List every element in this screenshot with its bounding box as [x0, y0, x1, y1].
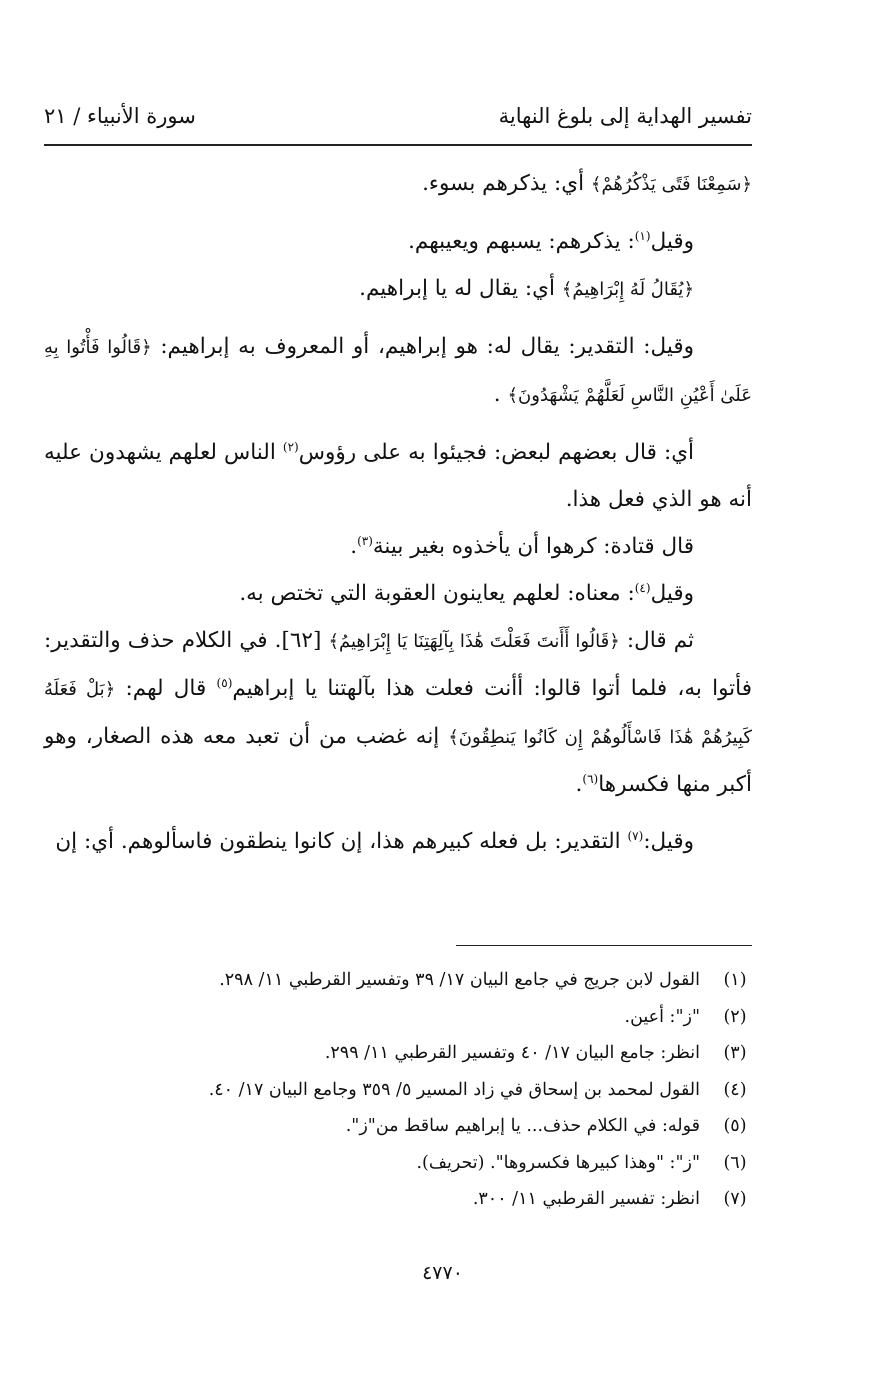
footnote-ref: (٧): [627, 828, 644, 843]
footnote-number: (٤): [723, 1079, 747, 1100]
quran-verse: ﴿بَلْ فَعَلَهُ كَبِيرُهُمْ هَٰذَا فَاسْأَلُوهُمْ إِن كَانُوا يَنطِقُونَ﴾: [44, 679, 752, 748]
footnote-number: (٦): [723, 1152, 747, 1173]
footnote-text: انظر: جامع البيان ١٧/ ٤٠ وتفسير القرطبي ١١/ ٢٩٩.: [324, 1043, 700, 1063]
footnote-text: قوله: في الكلام حذف... يا إبراهيم ساقط من"ز".: [345, 1116, 700, 1136]
footnote-text: القول لابن جريج في جامع البيان ١٧/ ٣٩ وتفسير القرطبي ١١/ ٢٩٨.: [219, 970, 700, 990]
footnote-text: "ز": أعين.: [624, 1006, 700, 1027]
quran-verse: ﴿يُقَالُ لَهُ إِبْرَاهِيمُ﴾: [561, 279, 694, 300]
main-text: [44, 160, 752, 865]
book-title: تفسير الهداية إلى بلوغ النهاية: [498, 104, 752, 128]
footnote-number: (١): [723, 970, 747, 990]
footnote-number: (٣): [723, 1043, 747, 1063]
footnote: [44, 999, 764, 1036]
footnote: [44, 1108, 764, 1145]
footnote: [44, 1035, 764, 1072]
paragraph: قال قتادة: كرهوا أن يأخذوه بغير بينة$^{(٣)}$.: [350, 533, 694, 559]
footnote-ref: (٣): [357, 533, 373, 548]
footnote-separator: [456, 945, 752, 946]
paragraph: وقيل: التقدير: يقال له: هو إبراهيم، أو المعروف به إبراهيم: ﴿قَالُوا فَأْتُوا بِهِ عَلَىٰ أَعْيُنِ النَّاسِ لَعَلَّهُمْ يَشْهَدُونَ﴾ .: [44, 334, 752, 407]
footnote: [44, 1181, 764, 1218]
paragraph: ﴿يُقَالُ لَهُ إِبْرَاهِيمُ﴾ أي: يقال له يا إبراهيم.: [359, 276, 694, 301]
paragraph: ثم قال: ﴿قَالُوا أَأَنتَ فَعَلْتَ هَٰذَا بِآلِهَتِنَا يَا إِبْرَاهِيمُ﴾ [٦٢]. في الكلام حذف والتقدير: فأتوا به، فلما أتوا قالوا: أأنت فعلت هذا بآلهتنا يا إبراهيم$^{(٥)}$ قال لهم: ﴿بَلْ فَعَلَهُ كَبِيرُهُمْ هَٰذَا فَاسْأَلُوهُمْ إِن كَانُوا يَنطِقُونَ﴾ إنه غضب من أن تعبد معه هذه الصغار، وهو أكبر منها فكسرها$^{(٦)}$.: [44, 628, 752, 797]
footnote-text: انظر: تفسير القرطبي ١١/ ٣٠٠.: [472, 1189, 700, 1209]
paragraph: وقيل:$^{(٧)}$ التقدير: بل فعله كبيرهم هذا، إن كانوا ينطقون فاسألوهم. أي: إن: [55, 828, 694, 854]
quran-verse: ﴿قَالُوا أَأَنتَ فَعَلْتَ هَٰذَا بِآلِهَتِنَا يَا إِبْرَاهِيمُ﴾: [328, 631, 620, 652]
paragraph: وقيل$^{(١)}$: يذكرهم: يسبهم ويعيبهم.: [408, 228, 694, 254]
footnote: [44, 962, 764, 999]
footnote-ref: (٢): [282, 439, 299, 454]
surah-info: سورة الأنبياء / ٢١: [44, 104, 196, 128]
paragraph: وقيل$^{(٤)}$: معناه: لعلهم يعاينون العقوبة التي تختص به.: [239, 580, 694, 606]
footnote-ref: (٦): [582, 771, 599, 786]
paragraph-text: أي: يذكرهم بسوء.: [422, 171, 585, 196]
footnote-number: (٢): [723, 1006, 747, 1027]
page-number: ٤٧٧٠: [422, 1262, 463, 1284]
footnote: [44, 1145, 764, 1182]
paragraph: أي: قال بعضهم لبعض: فجيئوا به على رؤوس$^{(٢)}$ الناس لعلهم يشهدون عليه أنه هو الذي فعل هذا.: [44, 439, 752, 512]
paragraph: [44, 160, 752, 208]
footnote-text: "ز": "وهذا كبيرها فكسروها". (تحريف).: [416, 1152, 700, 1173]
header-rule: [44, 144, 752, 146]
running-header: [44, 96, 752, 136]
footnote: [44, 1072, 764, 1109]
footnote-number: (٥): [723, 1116, 747, 1136]
footnotes: [44, 962, 764, 1218]
quran-verse: ﴿سَمِعْنَا فَتًى يَذْكُرُهُمْ﴾: [590, 174, 752, 195]
footnote-text: القول لمحمد بن إسحاق في زاد المسير ٥/ ٣٥٩ وجامع البيان ١٧/ ٤٠.: [208, 1079, 700, 1100]
quran-verse: ﴿قَالُوا فَأْتُوا بِهِ عَلَىٰ أَعْيُنِ النَّاسِ لَعَلَّهُمْ يَشْهَدُونَ﴾: [44, 337, 752, 406]
footnote-number: (٧): [723, 1189, 747, 1209]
footnote-ref: (٥): [216, 675, 233, 690]
footnote-ref: (١): [634, 228, 651, 243]
footnote-ref: (٤): [634, 580, 651, 595]
